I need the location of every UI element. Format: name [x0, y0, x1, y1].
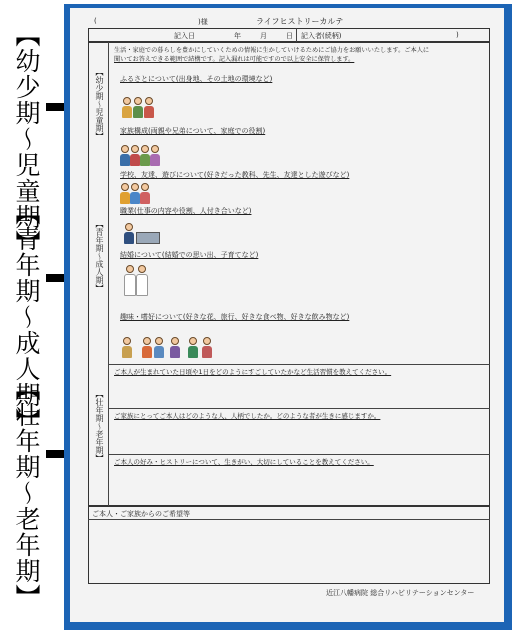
- family-illustration: [120, 136, 160, 166]
- side-label-youth: 【青年期〜成人期】: [12, 200, 41, 434]
- intro-line-2: 聞いてお答えできる範囲で結構です。記入漏れは可能ですので以上安全に保管します。: [114, 56, 355, 63]
- name-paren-open: (: [94, 17, 97, 25]
- family-comment-label: ご本人・ご家族からのご希望等: [92, 510, 190, 518]
- entry-date-label: 記入日: [174, 32, 195, 40]
- intro-line-1: 生活・家庭での暮らしを豊かにしていくための情報に生かしていけるためにご協力をお願いいたします。ご本人に: [114, 47, 430, 54]
- hobbies-illustration: [120, 322, 214, 358]
- document-title: ライフヒストリーカルテ: [256, 17, 344, 26]
- side-label-childhood: 【幼少期〜児童期】: [12, 22, 41, 256]
- section-label-youth: 【青年期〜成人期】: [95, 220, 104, 292]
- question-hobbies: 趣味・嗜好について(好きな花、旅行、好きな食べ物、好きな飲み物など): [120, 313, 350, 321]
- year-label: 年: [234, 32, 241, 40]
- side-label-elder: 【壮年期〜老年期】: [12, 376, 41, 610]
- question-values: ご本人の好み・ヒストリーについて、生きがい、大切にしていることを教えてください。: [114, 458, 374, 466]
- section-label-elder: 【壮年期〜老年期】: [95, 390, 104, 462]
- name-suffix: )様: [198, 18, 208, 26]
- question-work: 職業(仕事の内容や役割、人付き合いなど): [120, 207, 252, 215]
- document-paper: [70, 8, 504, 622]
- marriage-illustration: [124, 260, 150, 296]
- month-label: 月: [260, 32, 267, 40]
- question-school: 学校、友達、遊びについて(好きだった教科、先生、友達とした遊びなど): [120, 171, 350, 179]
- work-illustration: [120, 216, 160, 244]
- question-personality: ご家族にとってご本人はどのような人、人柄でしたか。どのような者が生きに感じますか。: [114, 412, 381, 420]
- hometown-illustration: [120, 84, 156, 118]
- question-marriage: 結婚について(結婚での思い出、子育てなど): [120, 251, 259, 259]
- school-illustration: [120, 180, 150, 204]
- day-label: 日: [286, 32, 293, 40]
- footer-organization: 近江八幡病院 総合リハビリテーションセンター: [326, 589, 475, 597]
- question-family: 家族構成(両親や兄弟について、家庭での役割): [120, 127, 266, 135]
- writer-paren-close: ): [456, 31, 459, 39]
- section-label-childhood: 【幼少期〜児童期】: [95, 68, 104, 140]
- writer-label: 記入者(続柄): [301, 32, 342, 40]
- question-hometown: ふるさとについて(出身地、その土地の環境など): [120, 75, 273, 83]
- question-daily-life: ご本人が生まれていた日頃や1日をどのようにすごしていたかなど生活習慣を教えてください。: [114, 368, 392, 376]
